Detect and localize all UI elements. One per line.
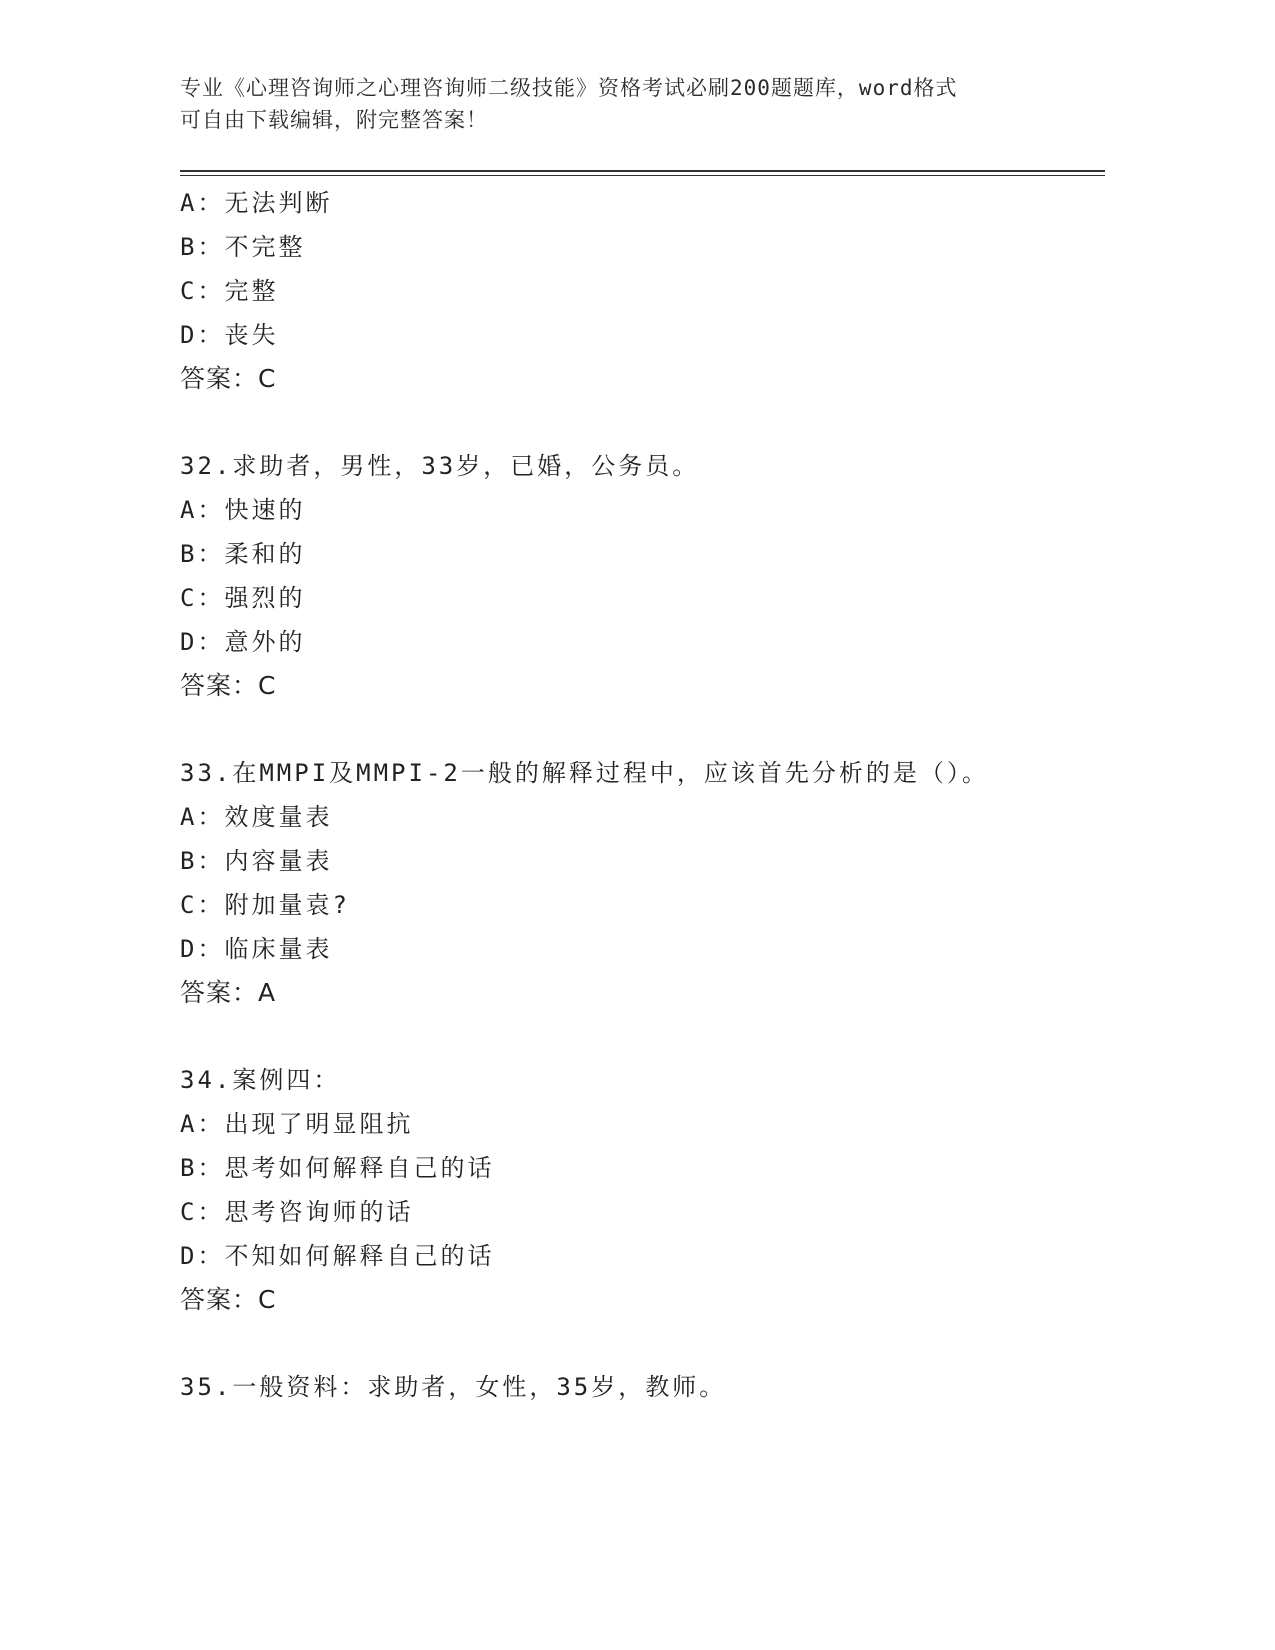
question-text: 34.案例四： — [180, 1066, 341, 1094]
spacer — [180, 1015, 1105, 1058]
option-d: D：临床量表 — [180, 935, 333, 963]
option-d: D：意外的 — [180, 628, 306, 656]
question-block-31 — [180, 181, 1105, 401]
option-b: B：柔和的 — [180, 540, 306, 568]
option-a: A：出现了明显阻抗 — [180, 1110, 414, 1138]
spacer — [180, 1322, 1105, 1365]
option-d: D：丧失 — [180, 321, 279, 349]
option-c: C：附加量袁? — [180, 891, 350, 919]
header-line-1: 专业《心理咨询师之心理咨询师二级技能》资格考试必刷200题题库，word格式 — [180, 76, 958, 100]
option-c: C：完整 — [180, 277, 279, 305]
question-block-35 — [180, 1365, 1105, 1409]
option-c: C：强烈的 — [180, 584, 306, 612]
header-divider — [180, 170, 1105, 176]
spacer — [180, 708, 1105, 751]
document-header — [180, 72, 1080, 136]
option-b: B：思考如何解释自己的话 — [180, 1154, 495, 1182]
option-b: B：不完整 — [180, 233, 306, 261]
answer-line: 答案：A — [180, 978, 277, 1007]
header-line-2: 可自由下载编辑，附完整答案！ — [180, 108, 488, 132]
option-b: B：内容量表 — [180, 847, 333, 875]
question-block-34 — [180, 1058, 1105, 1322]
spacer — [180, 401, 1105, 444]
option-d: D：不知如何解释自己的话 — [180, 1242, 495, 1270]
question-text: 33.在MMPI及MMPI-2一般的解释过程中，应该首先分析的是（）。 — [180, 759, 989, 787]
question-block-33 — [180, 751, 1105, 1015]
question-text: 32.求助者，男性，33岁，已婚，公务员。 — [180, 452, 700, 480]
question-list — [180, 181, 1105, 1409]
answer-line: 答案：C — [180, 1285, 277, 1314]
answer-line: 答案：C — [180, 671, 277, 700]
answer-line: 答案：C — [180, 364, 277, 393]
option-a: A：效度量表 — [180, 803, 333, 831]
option-a: A：无法判断 — [180, 189, 333, 217]
question-block-32 — [180, 444, 1105, 708]
question-text: 35.一般资料：求助者，女性，35岁，教师。 — [180, 1373, 727, 1401]
option-c: C：思考咨询师的话 — [180, 1198, 414, 1226]
option-a: A：快速的 — [180, 496, 306, 524]
